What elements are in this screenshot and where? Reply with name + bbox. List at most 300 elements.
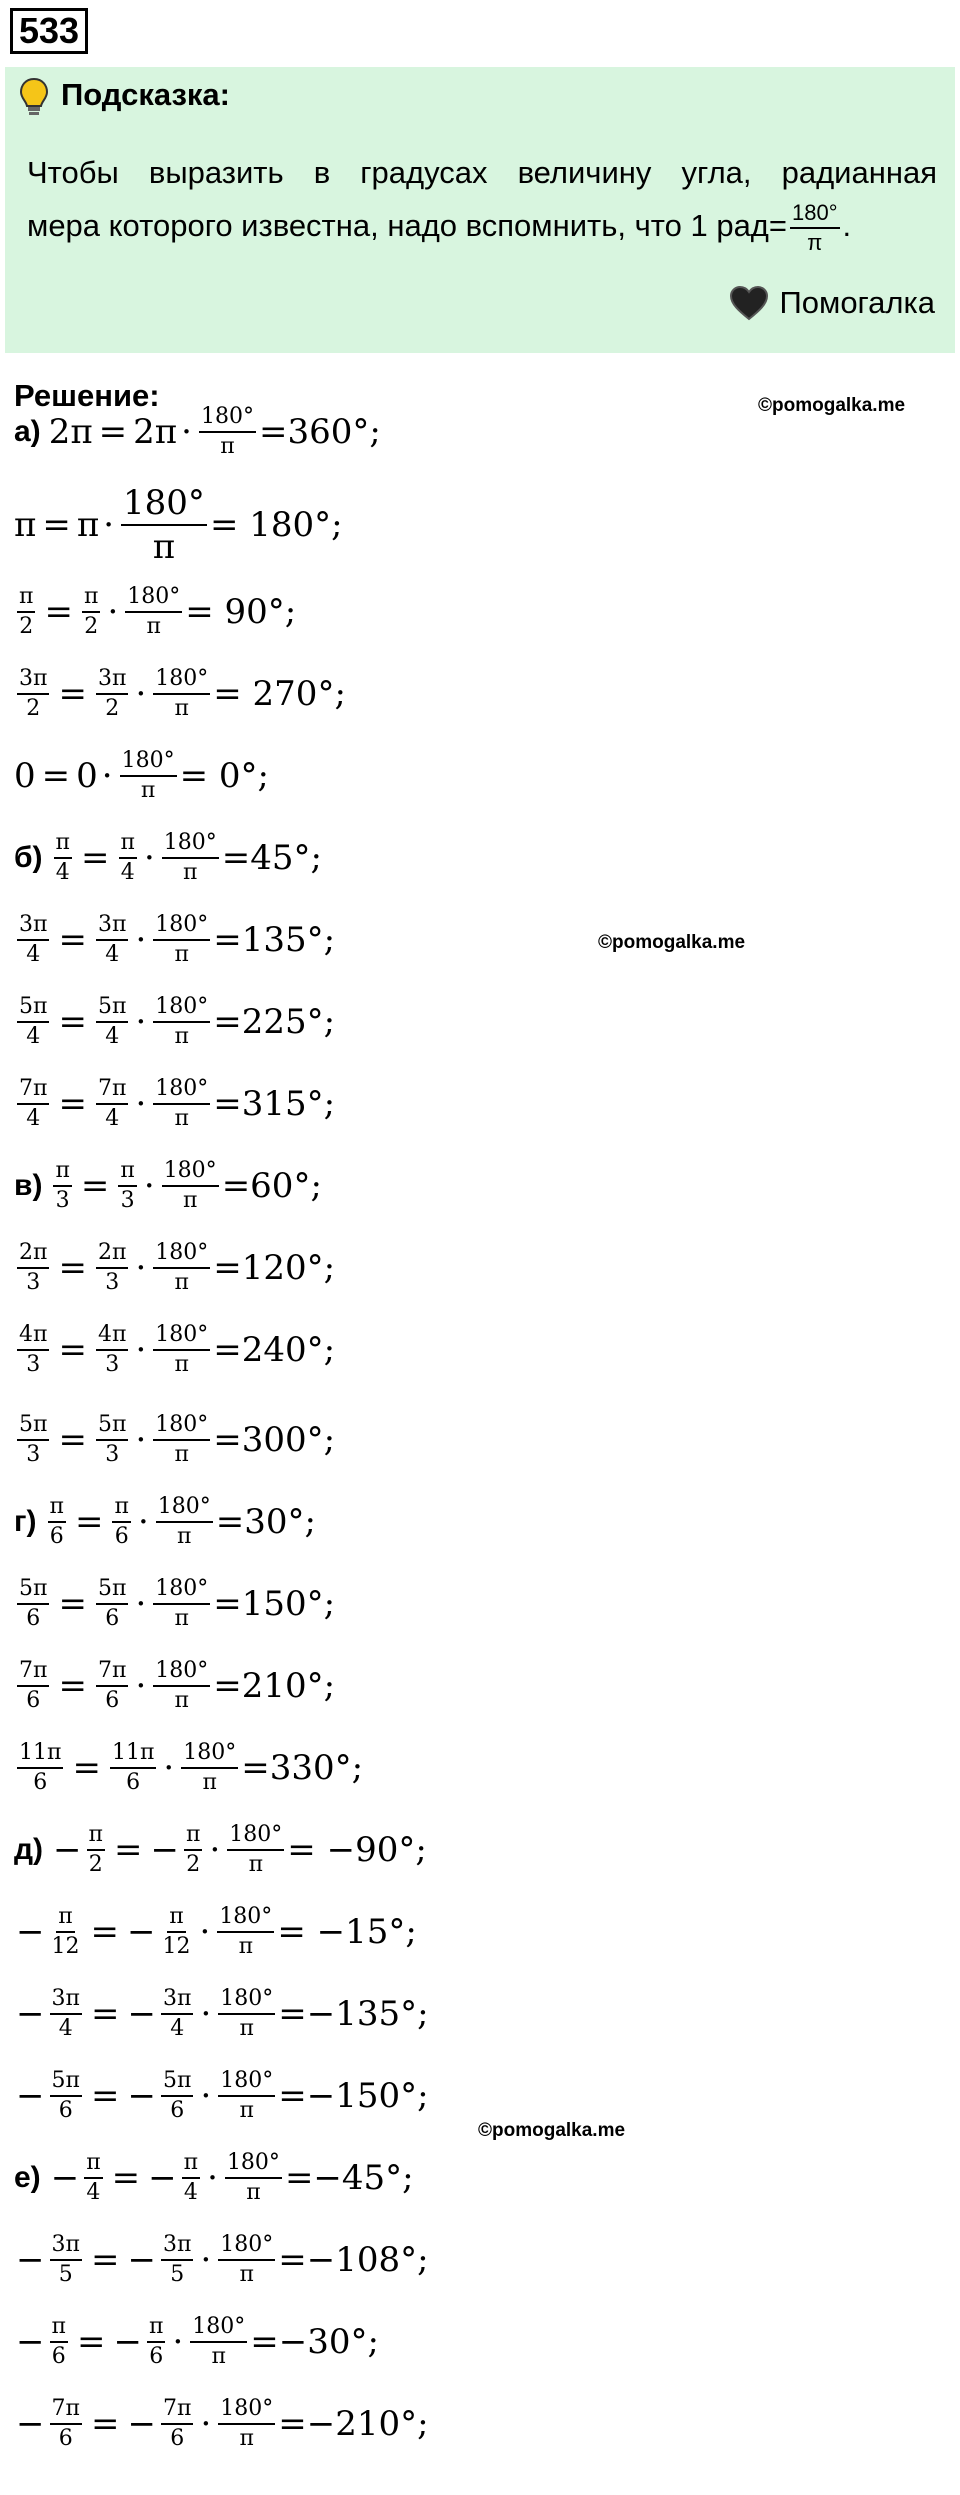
lhs-fraction: [17, 665, 49, 723]
degree-fraction-den: π: [174, 1270, 189, 1295]
mid-fraction-den: 6: [126, 1770, 141, 1795]
lhs-fraction: [17, 1411, 49, 1469]
lhs-fraction-num: 5π: [17, 993, 49, 1023]
result-value: =30°;: [215, 1502, 316, 1542]
degree-fraction: [225, 2149, 282, 2207]
equation-label: а): [14, 415, 41, 448]
lhs-fraction-den: 6: [51, 2344, 66, 2369]
degree-fraction-den: π: [174, 1106, 189, 1131]
lhs-fraction-den: 4: [55, 860, 70, 885]
mid-fraction-den: 6: [114, 1524, 129, 1549]
dot-sign: ·: [200, 2404, 212, 2444]
mid-fraction-num: 3π: [96, 911, 128, 941]
lhs-fraction-num: 7π: [17, 1075, 49, 1105]
degree-fraction: [218, 1985, 275, 2043]
dot-sign: ·: [135, 1248, 147, 1288]
mid-fraction-den: 6: [170, 2098, 185, 2123]
degree-fraction: [153, 911, 210, 969]
mid-fraction-num: 5π: [96, 1411, 128, 1441]
lightbulb-icon: [19, 77, 49, 117]
result-value: =330°;: [241, 1748, 364, 1788]
lhs-fraction-den: 12: [51, 1934, 80, 1959]
degree-fraction-den: π: [202, 1770, 217, 1795]
result-value: =210°;: [213, 1666, 336, 1706]
result-value: =−30°;: [250, 2322, 379, 2362]
degree-fraction-num: 180°: [218, 2231, 275, 2261]
hint-box: [5, 67, 955, 353]
equation-line: [14, 1228, 335, 1308]
lhs-fraction-num: 5π: [17, 1411, 49, 1441]
mid-fraction-den: 3: [105, 1442, 120, 1467]
lhs-fraction: [17, 1739, 63, 1797]
mid-fraction: [147, 2313, 165, 2371]
mid-fraction-den: 2: [84, 614, 99, 639]
result-value: = −15°;: [277, 1912, 417, 1952]
dot-sign: ·: [199, 1912, 211, 1952]
equals-sign: =: [58, 674, 87, 714]
equals-sign: =: [81, 838, 110, 878]
mid-fraction: [96, 1657, 128, 1715]
lhs-fraction: [50, 2067, 82, 2125]
degree-fraction: [153, 1239, 210, 1297]
lhs-fraction: [17, 1575, 49, 1633]
degree-fraction: [153, 993, 210, 1051]
degree-fraction-den: π: [220, 434, 235, 459]
mid-fraction-num: 7π: [96, 1657, 128, 1687]
degree-fraction-num: 180°: [225, 2149, 282, 2179]
equals-sign: =: [58, 1248, 87, 1288]
degree-fraction-num: 180°: [153, 993, 210, 1023]
lhs-fraction-num: 7π: [17, 1657, 49, 1687]
mid-fraction-num: 5π: [96, 993, 128, 1023]
lhs-fraction: [17, 1657, 49, 1715]
equation-line: [14, 1310, 335, 1390]
degree-fraction: [218, 2231, 275, 2289]
mid-fraction-den: 4: [105, 942, 120, 967]
equals-sign: =: [90, 2404, 120, 2444]
mid-fraction-den: 6: [105, 1606, 120, 1631]
mid-fraction-den: 2: [186, 1852, 201, 1877]
mid-fraction-num: π: [182, 2149, 200, 2179]
lhs-fraction-den: 4: [26, 1024, 41, 1049]
equals-sign: =: [90, 2240, 120, 2280]
hint-text: [27, 147, 937, 257]
result-value: = −90°;: [287, 1830, 427, 1870]
degree-fraction-den: π: [239, 2262, 254, 2287]
dot-sign: ·: [107, 592, 119, 632]
dot-sign: ·: [103, 505, 115, 545]
equals-sign: =: [41, 756, 71, 796]
mid-fraction-num: π: [184, 1821, 202, 1851]
equation-line: [14, 2220, 429, 2300]
dot-sign: ·: [143, 838, 155, 878]
result-value: =−150°;: [278, 2076, 429, 2116]
degree-fraction-den: π: [174, 942, 189, 967]
degree-fraction-num: 180°: [153, 1657, 210, 1687]
result-value: =120°;: [213, 1248, 336, 1288]
degree-fraction-den: π: [239, 2098, 254, 2123]
mid-fraction-num: π: [118, 1157, 136, 1187]
result-value: =45°;: [221, 838, 322, 878]
degree-fraction: [199, 403, 256, 461]
minus-sign: −: [53, 1830, 82, 1870]
lhs-fraction: [84, 2149, 102, 2207]
dot-sign: ·: [209, 1830, 221, 1870]
mid-fraction-num: π: [167, 1903, 185, 1933]
lhs-fraction-den: 6: [58, 2426, 73, 2451]
degree-fraction: [153, 1075, 210, 1133]
lhs-fraction-num: 2π: [17, 1239, 49, 1269]
mid-fraction: [161, 2395, 193, 2453]
mid-fraction: [119, 829, 137, 887]
degree-fraction-den: π: [174, 696, 189, 721]
equals-sign: =: [80, 1166, 110, 1206]
dot-sign: ·: [200, 2076, 212, 2116]
mid-fraction-num: 5π: [96, 1575, 128, 1605]
equation-line: [14, 1482, 316, 1562]
equals-sign: =: [90, 2076, 120, 2116]
degree-fraction-den: π: [239, 2016, 254, 2041]
degree-fraction-num: 180°: [125, 583, 182, 613]
result-value: =−210°;: [278, 2404, 429, 2444]
lhs-fraction-num: π: [53, 1157, 71, 1187]
mid-value: 0: [76, 756, 98, 796]
result-value: = 90°;: [185, 592, 297, 632]
lhs-fraction-den: 3: [26, 1352, 41, 1377]
mid-fraction-num: 7π: [96, 1075, 128, 1105]
degree-fraction: [121, 482, 207, 568]
dot-sign: ·: [135, 1420, 147, 1460]
equation-label: в): [14, 1169, 43, 1202]
mid-fraction: [184, 1821, 202, 1879]
degree-fraction-num: 180°: [153, 1321, 210, 1351]
lhs-fraction-num: π: [54, 829, 72, 859]
mid-value: 2π: [133, 412, 178, 452]
degree-fraction-num: 180°: [162, 1157, 219, 1187]
mid-fraction: [96, 1321, 128, 1379]
lhs-fraction-den: 6: [33, 1770, 48, 1795]
equation-label: г): [14, 1505, 37, 1538]
result-value: =300°;: [213, 1420, 336, 1460]
hint-line-1: Чтобы выразить в градусах величину угла, радианная: [27, 155, 937, 190]
degree-fraction-num: 180°: [217, 1903, 274, 1933]
mid-fraction-num: 3π: [161, 1985, 193, 2015]
mid-fraction-den: 3: [120, 1188, 135, 1213]
watermark: ©pomogalka.me: [478, 2120, 626, 2141]
equation-line: [14, 1728, 363, 1808]
lhs-fraction: [17, 1075, 49, 1133]
degree-fraction: [153, 1657, 210, 1715]
result-value: =135°;: [213, 920, 336, 960]
result-value: =−45°;: [284, 2158, 414, 2198]
equation-line: [14, 2056, 429, 2136]
lhs-value: π: [14, 505, 37, 545]
minus-sign: −: [150, 1830, 180, 1870]
lhs-fraction: [17, 993, 49, 1051]
result-value: = 180°;: [209, 505, 343, 545]
degree-fraction-num: 180°: [153, 1575, 210, 1605]
equation-line: [14, 1810, 427, 1890]
equation-label: б): [14, 841, 43, 874]
problem-number: 533: [10, 8, 88, 54]
lhs-fraction-den: 6: [26, 1606, 41, 1631]
dot-sign: ·: [135, 920, 147, 960]
result-value: =−135°;: [278, 1994, 429, 2034]
lhs-fraction-num: π: [87, 1821, 105, 1851]
mid-fraction-num: 5π: [161, 2067, 193, 2097]
mid-fraction-num: 2π: [96, 1239, 128, 1269]
degree-fraction: [190, 2313, 247, 2371]
equation-line: [14, 392, 381, 472]
minus-sign: −: [16, 2404, 45, 2444]
result-value: =315°;: [213, 1084, 336, 1124]
degree-fraction-den: π: [174, 1024, 189, 1049]
lhs-fraction-num: π: [50, 2313, 68, 2343]
result-value: = 270°;: [213, 674, 346, 714]
equation-line: [14, 1646, 335, 1726]
mid-fraction-den: 6: [170, 2426, 185, 2451]
degree-fraction-num: 180°: [153, 665, 210, 695]
equals-sign: =: [58, 1420, 87, 1460]
dot-sign: ·: [135, 1330, 147, 1370]
degree-fraction-num: 180°: [227, 1821, 284, 1851]
mid-fraction: [96, 1575, 128, 1633]
degree-fraction: [153, 665, 210, 723]
result-value: =225°;: [213, 1002, 336, 1042]
mid-fraction-num: π: [119, 829, 137, 859]
hint-fraction: [790, 199, 840, 257]
lhs-fraction-den: 2: [19, 614, 34, 639]
equals-sign: =: [90, 1994, 120, 2034]
lhs-fraction: [17, 911, 49, 969]
lhs-fraction-num: 3π: [50, 2231, 82, 2261]
degree-fraction-den: π: [211, 2344, 226, 2369]
degree-fraction-den: π: [238, 1934, 254, 1959]
lhs-fraction-num: π: [84, 2149, 102, 2179]
degree-fraction-den: π: [146, 614, 161, 639]
mid-fraction-num: 4π: [96, 1321, 128, 1351]
dot-sign: ·: [143, 1166, 155, 1206]
lhs-value: 2π: [48, 412, 93, 452]
minus-sign: −: [50, 2158, 80, 2198]
heart-icon: [729, 285, 769, 321]
equation-line: [14, 1146, 322, 1226]
degree-fraction-den: π: [177, 1524, 192, 1549]
lhs-fraction-den: 6: [49, 1524, 64, 1549]
minus-sign: −: [16, 1994, 45, 2034]
equals-sign: =: [58, 920, 87, 960]
degree-fraction: [217, 1903, 274, 1961]
equals-sign: =: [76, 2322, 106, 2362]
degree-fraction-den: π: [183, 860, 198, 885]
result-value: = 0°;: [179, 756, 269, 796]
brand-name: Помогалка: [779, 285, 935, 320]
dot-sign: ·: [163, 1748, 175, 1788]
minus-sign: −: [16, 2240, 45, 2280]
equation-line: [14, 1564, 335, 1644]
equation-line: [14, 2384, 429, 2464]
mid-fraction-den: 4: [183, 2180, 198, 2205]
mid-fraction: [96, 911, 128, 969]
minus-sign: −: [113, 2322, 142, 2362]
result-value: =60°;: [221, 1166, 322, 1206]
minus-sign: −: [127, 2076, 156, 2116]
mid-fraction-den: 4: [105, 1024, 120, 1049]
mid-fraction: [182, 2149, 200, 2207]
mid-fraction-num: 3π: [96, 665, 128, 695]
minus-sign: −: [16, 2322, 45, 2362]
equals-sign: =: [98, 412, 128, 452]
lhs-fraction-den: 2: [26, 696, 41, 721]
degree-fraction-num: 180°: [181, 1739, 238, 1769]
degree-fraction-den: π: [174, 1688, 189, 1713]
degree-fraction: [120, 747, 177, 805]
dot-sign: ·: [135, 1084, 147, 1124]
degree-fraction-den: π: [152, 527, 176, 567]
degree-fraction-num: 180°: [218, 1985, 275, 2015]
mid-fraction-den: 4: [170, 2016, 185, 2041]
lhs-fraction-num: 3π: [17, 665, 49, 695]
degree-fraction-den: π: [174, 1442, 189, 1467]
dot-sign: ·: [135, 1584, 147, 1624]
equation-line: [14, 1892, 417, 1972]
degree-fraction-num: 180°: [199, 403, 256, 433]
mid-fraction-num: 11π: [110, 1739, 156, 1769]
lhs-fraction-num: 5π: [17, 1575, 49, 1605]
mid-fraction-num: π: [147, 2313, 165, 2343]
hint-frac-num: 180°: [790, 199, 840, 229]
mid-fraction-num: π: [112, 1493, 130, 1523]
degree-fraction-den: π: [140, 778, 156, 803]
mid-fraction: [82, 583, 100, 641]
hint-frac-den: π: [807, 230, 823, 255]
equals-sign: =: [111, 2158, 141, 2198]
lhs-fraction: [17, 1239, 49, 1297]
minus-sign: −: [16, 2076, 45, 2116]
equation-label: е): [14, 2161, 41, 2194]
result-value: =240°;: [213, 1330, 336, 1370]
lhs-fraction-den: 4: [26, 942, 41, 967]
lhs-fraction-den: 4: [86, 2180, 101, 2205]
equation-line: [14, 900, 335, 980]
minus-sign: −: [16, 1912, 45, 1952]
lhs-fraction-den: 3: [26, 1442, 41, 1467]
mid-fraction-den: 12: [162, 1934, 191, 1959]
hint-end: .: [842, 208, 852, 244]
mid-fraction: [161, 2231, 193, 2289]
lhs-fraction: [50, 1985, 82, 2043]
equation-line: [14, 572, 296, 652]
dot-sign: ·: [200, 2240, 212, 2280]
lhs-fraction-den: 3: [55, 1188, 70, 1213]
mid-fraction: [112, 1493, 130, 1551]
dot-sign: ·: [135, 674, 147, 714]
minus-sign: −: [127, 1912, 156, 1952]
degree-fraction: [153, 1321, 210, 1379]
mid-fraction-den: 6: [149, 2344, 164, 2369]
degree-fraction: [156, 1493, 213, 1551]
degree-fraction-num: 180°: [153, 1075, 210, 1105]
mid-fraction: [96, 1411, 128, 1469]
degree-fraction-den: π: [246, 2180, 261, 2205]
degree-fraction-num: 180°: [153, 911, 210, 941]
mid-fraction-den: 5: [170, 2262, 185, 2287]
brand: [729, 285, 935, 321]
lhs-fraction-den: 6: [58, 2098, 73, 2123]
equation-label: д): [14, 1833, 44, 1866]
equals-sign: =: [42, 505, 71, 545]
lhs-fraction: [17, 583, 35, 641]
lhs-fraction: [48, 1493, 66, 1551]
mid-fraction: [161, 2067, 193, 2125]
degree-fraction-num: 180°: [162, 829, 219, 859]
mid-fraction-den: 4: [120, 860, 135, 885]
dot-sign: ·: [101, 756, 113, 796]
degree-fraction-den: π: [174, 1606, 189, 1631]
lhs-fraction: [54, 829, 72, 887]
equals-sign: =: [72, 1748, 101, 1788]
hint-line-2: мера которого известна, надо вспомнить, что 1 рад=: [27, 208, 787, 244]
degree-fraction-num: 180°: [190, 2313, 247, 2343]
mid-fraction-den: 3: [105, 1352, 120, 1377]
mid-fraction: [96, 1075, 128, 1133]
degree-fraction: [153, 1575, 210, 1633]
equation-line: [14, 2302, 379, 2382]
lhs-fraction-num: π: [56, 1903, 74, 1933]
minus-sign: −: [127, 1994, 156, 2034]
degree-fraction-num: 180°: [153, 1239, 210, 1269]
equation-line: [14, 1064, 335, 1144]
equation-line: [14, 736, 269, 816]
lhs-fraction-num: 3π: [17, 911, 49, 941]
lhs-fraction-den: 4: [26, 1106, 41, 1131]
dot-sign: ·: [137, 1502, 149, 1542]
degree-fraction-den: π: [239, 2426, 254, 2451]
mid-fraction-den: 4: [105, 1106, 120, 1131]
mid-value: π: [76, 505, 100, 545]
degree-fraction: [227, 1821, 284, 1879]
result-value: =360°;: [258, 412, 381, 452]
equation-line: [14, 982, 335, 1062]
minus-sign: −: [148, 2158, 177, 2198]
lhs-fraction: [50, 2395, 82, 2453]
equals-sign: =: [58, 1084, 87, 1124]
equals-sign: =: [90, 1912, 119, 1952]
lhs-fraction-den: 2: [88, 1852, 103, 1877]
equals-sign: =: [44, 592, 73, 632]
equation-line: [14, 2138, 414, 2218]
dot-sign: ·: [207, 2158, 218, 2198]
minus-sign: −: [127, 2404, 156, 2444]
degree-fraction-num: 180°: [218, 2067, 275, 2097]
lhs-fraction-num: 7π: [50, 2395, 82, 2425]
dot-sign: ·: [172, 2322, 184, 2362]
equation-line: [14, 1974, 429, 2054]
mid-fraction-den: 2: [105, 696, 120, 721]
degree-fraction: [125, 583, 182, 641]
equals-sign: =: [58, 1666, 87, 1706]
mid-fraction-num: π: [82, 583, 100, 613]
equals-sign: =: [74, 1502, 104, 1542]
degree-fraction-num: 180°: [120, 747, 177, 777]
degree-fraction-den: π: [182, 1188, 198, 1213]
minus-sign: −: [127, 2240, 156, 2280]
lhs-fraction-num: 4π: [17, 1321, 49, 1351]
degree-fraction-num: 180°: [121, 482, 207, 526]
mid-fraction: [118, 1157, 136, 1215]
dot-sign: ·: [200, 1994, 212, 2034]
dot-sign: ·: [181, 412, 192, 452]
